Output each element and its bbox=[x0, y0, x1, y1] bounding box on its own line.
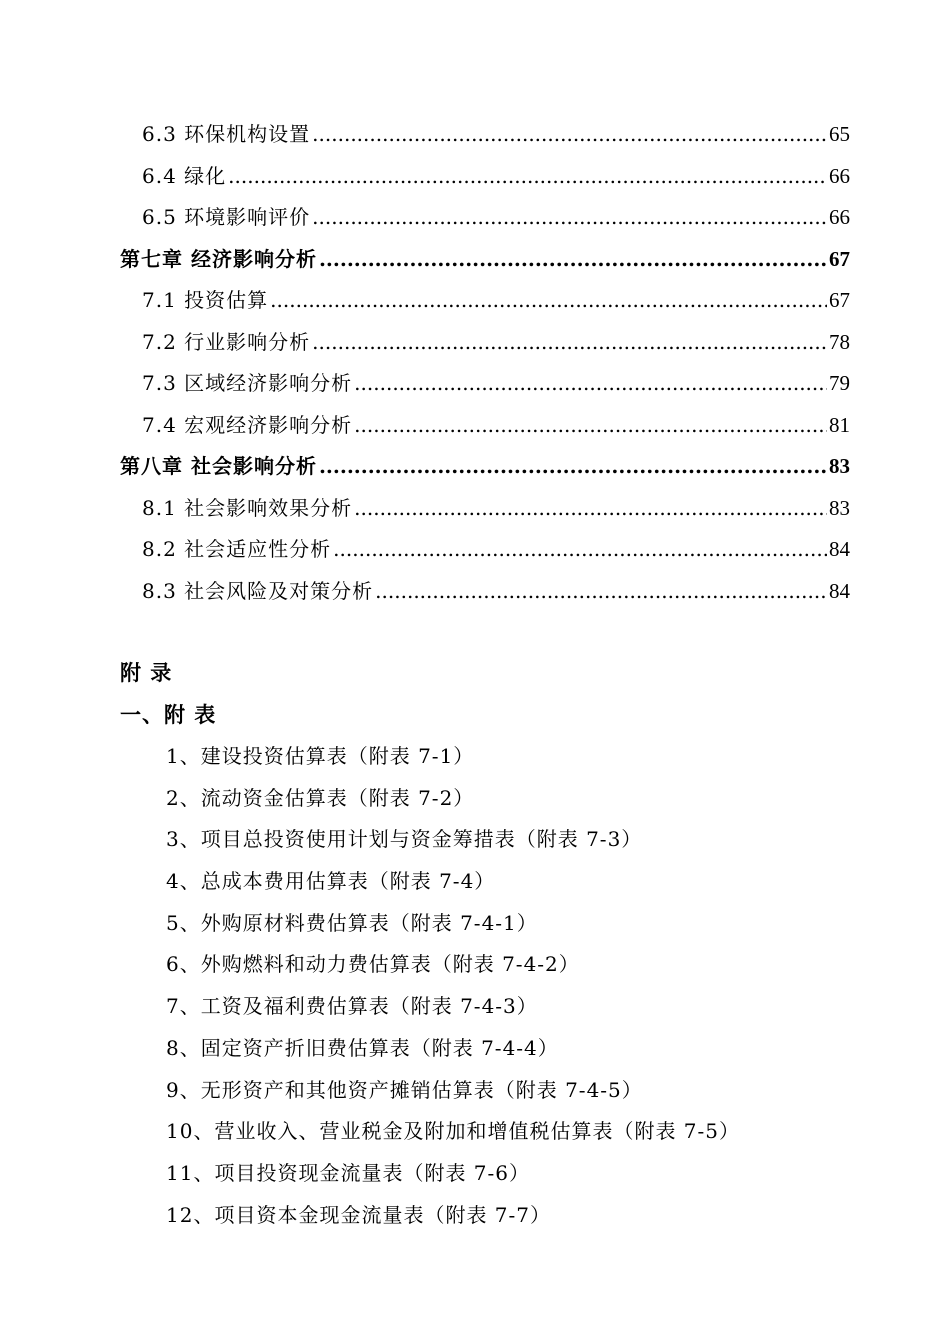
toc-page-number: 65 bbox=[829, 122, 850, 146]
appendix-list-item: 7、工资及福利费估算表（附表 7-4-3） bbox=[166, 994, 538, 1019]
toc-entry[interactable] bbox=[120, 529, 850, 571]
toc-entry-label: 8.1 社会影响效果分析 bbox=[142, 495, 353, 520]
toc-entry-label: 7.4 宏观经济影响分析 bbox=[142, 412, 353, 437]
toc-page-number: 78 bbox=[829, 329, 850, 354]
toc-dot-leader bbox=[354, 488, 827, 530]
toc-dot-leader bbox=[319, 446, 827, 488]
toc-entry-label: 7.3 区域经济影响分析 bbox=[142, 371, 353, 395]
toc-chapter-label: 第七章 经济影响分析 bbox=[120, 246, 317, 271]
toc-page-number: 79 bbox=[829, 371, 850, 395]
toc-dot-leader bbox=[333, 529, 827, 571]
toc-dot-leader bbox=[354, 363, 827, 405]
appendix-subtitle: 一、附 表 bbox=[120, 702, 217, 727]
toc-page-number: 67 bbox=[829, 288, 850, 312]
toc-page-number: 67 bbox=[829, 246, 850, 271]
toc-entry-label: 6.5 环境影响评价 bbox=[142, 205, 311, 229]
appendix-list-item: 12、项目资本金现金流量表（附表 7-7） bbox=[166, 1202, 552, 1227]
toc-chapter-entry[interactable] bbox=[120, 446, 850, 488]
toc-page-number: 84 bbox=[829, 537, 850, 561]
appendix-section bbox=[120, 652, 880, 1236]
toc-page-number: 83 bbox=[829, 495, 850, 520]
toc-entry[interactable] bbox=[120, 322, 850, 364]
toc-entry[interactable] bbox=[120, 405, 850, 447]
appendix-list-item: 9、无形资产和其他资产摊销估算表（附表 7-4-5） bbox=[166, 1077, 643, 1102]
toc-page-number: 66 bbox=[829, 163, 850, 188]
toc-dot-leader bbox=[319, 239, 827, 281]
appendix-list-item: 5、外购原材料费估算表（附表 7-4-1） bbox=[166, 910, 538, 935]
toc-dot-leader bbox=[228, 156, 827, 198]
toc-dot-leader bbox=[354, 405, 827, 447]
toc-dot-leader bbox=[270, 280, 827, 322]
toc-entry[interactable] bbox=[120, 114, 850, 156]
appendix-list-item: 8、固定资产折旧费估算表（附表 7-4-4） bbox=[166, 1035, 559, 1060]
toc-entry[interactable] bbox=[120, 488, 850, 530]
toc-entry-label: 7.2 行业影响分析 bbox=[142, 329, 311, 354]
toc-entry[interactable] bbox=[120, 197, 850, 239]
toc-entry-label: 6.4 绿化 bbox=[142, 163, 227, 188]
toc-page-number: 81 bbox=[829, 412, 850, 437]
appendix-list-item: 3、项目总投资使用计划与资金筹措表（附表 7-3） bbox=[166, 827, 643, 852]
toc-page-number: 84 bbox=[829, 578, 850, 603]
table-of-contents bbox=[120, 114, 850, 612]
toc-dot-leader bbox=[312, 322, 827, 364]
appendix-list-item: 11、项目投资现金流量表（附表 7-6） bbox=[166, 1160, 531, 1185]
appendix-table-list bbox=[120, 736, 880, 1236]
appendix-title: 附 录 bbox=[120, 660, 173, 685]
toc-entry[interactable] bbox=[120, 280, 850, 322]
appendix-list-item: 1、建设投资估算表（附表 7-1） bbox=[166, 744, 475, 768]
toc-entry[interactable] bbox=[120, 363, 850, 405]
toc-entry-label: 8.3 社会风险及对策分析 bbox=[142, 578, 374, 603]
toc-dot-leader bbox=[375, 571, 827, 613]
toc-chapter-entry[interactable] bbox=[120, 239, 850, 281]
toc-entry-label: 8.2 社会适应性分析 bbox=[142, 537, 332, 561]
toc-dot-leader bbox=[312, 197, 827, 239]
appendix-list-item: 2、流动资金估算表（附表 7-2） bbox=[166, 785, 475, 810]
toc-entry-label: 6.3 环保机构设置 bbox=[142, 122, 311, 146]
toc-entry[interactable] bbox=[120, 571, 850, 613]
appendix-list-item: 10、营业收入、营业税金及附加和增值税估算表（附表 7-5） bbox=[166, 1119, 741, 1144]
toc-dot-leader bbox=[312, 114, 827, 156]
toc-page-number: 83 bbox=[829, 454, 850, 478]
toc-chapter-label: 第八章 社会影响分析 bbox=[120, 454, 317, 478]
toc-entry[interactable] bbox=[120, 156, 850, 198]
appendix-list-item: 4、总成本费用估算表（附表 7-4） bbox=[166, 869, 496, 894]
toc-page-number: 66 bbox=[829, 205, 850, 229]
appendix-list-item: 6、外购燃料和动力费估算表（附表 7-4-2） bbox=[166, 952, 580, 977]
toc-entry-label: 7.1 投资估算 bbox=[142, 288, 269, 312]
